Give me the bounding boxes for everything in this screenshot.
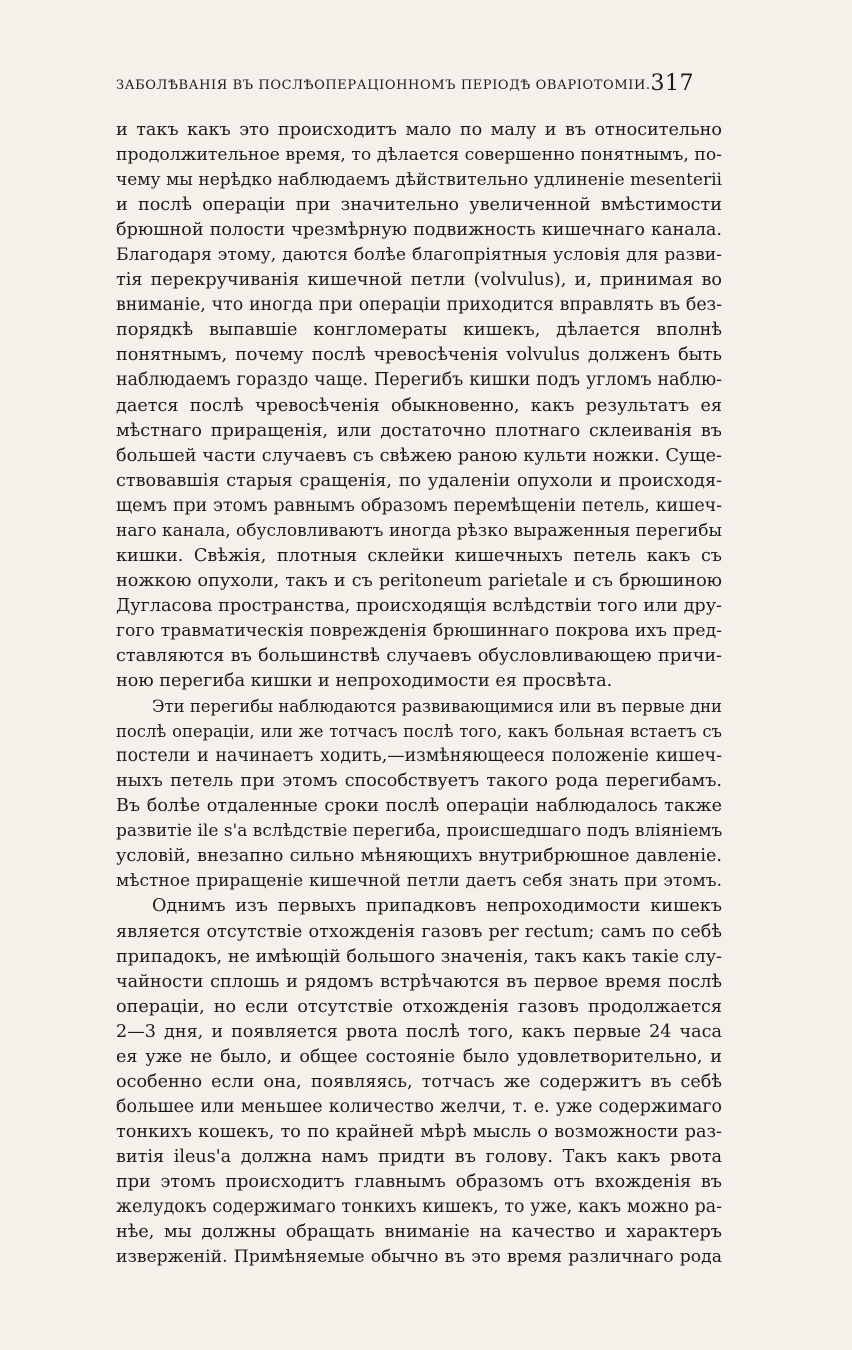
text-line: чему мы нерѣдко наблюдаемъ дѣйствительно удлиненіе mesenterii xyxy=(116,170,722,191)
text-line: тонкихъ кошекъ, то по крайней мѣрѣ мысль о возможности раз- xyxy=(116,1121,722,1142)
text-line: ея уже не было, и общее состояніе было удовлетворительно, и xyxy=(116,1046,722,1067)
text-line: вниманіе, что иногда при операціи приходится вправлять въ без- xyxy=(116,295,722,316)
paragraph-end-line: мѣстное приращеніе кишечной петли даетъ себя знать при этомъ. xyxy=(116,871,722,892)
text-line: послѣ операціи, или же тотчасъ послѣ того, какъ больная встаетъ съ xyxy=(116,722,722,742)
text-line: щемъ при этомъ равнымъ образомъ перемѣщеніи петель, кишеч- xyxy=(116,495,722,516)
text-line: кишки. Свѣжія, плотныя склейки кишечныхъ петель какъ съ xyxy=(116,545,722,566)
running-head xyxy=(116,71,722,101)
text-line: большее или меньшее количество желчи, т. е. уже содержимаго xyxy=(116,1096,722,1117)
text-line: при этомъ происходитъ главнымъ образомъ отъ вхожденія въ xyxy=(116,1171,722,1192)
text-line: изверженій. Примѣняемые обычно въ это время различнаго рода xyxy=(116,1247,722,1268)
text-line: витія ileus'а должна намъ придти въ голову. Такъ какъ рвота xyxy=(116,1146,722,1167)
text-line: особенно если она, появляясь, тотчасъ же содержитъ въ себѣ xyxy=(116,1071,722,1092)
body-text xyxy=(116,118,722,1270)
text-line: продолжительное время, то дѣлается совершенно понятнымъ, по- xyxy=(116,145,722,166)
page-number: 317 xyxy=(650,71,694,96)
text-line: развитіе ile s'а вслѣдствіе перегиба, происшедшаго подъ вліяніемъ xyxy=(116,821,723,842)
text-line: постели и начинаетъ ходить,—измѣняющееся положеніе кишеч- xyxy=(116,746,722,767)
text-line: припадокъ, не имѣющій большого значенія, такъ какъ такіе слу- xyxy=(116,946,722,967)
text-line: ножкою опухоли, такъ и съ peritoneum parietale и съ брюшиною xyxy=(116,570,722,591)
text-line: и такъ какъ это происходитъ мало по малу и въ относительно xyxy=(116,120,722,140)
text-line: порядкѣ выпавшіе конгломераты кишекъ, дѣлается вполнѣ xyxy=(116,320,722,341)
text-line: условій, внезапно сильно мѣняющихъ внутрибрюшное давленіе. xyxy=(116,846,722,867)
text-line: 2—3 дня, и появляется рвота послѣ того, какъ первые 24 часа xyxy=(116,1021,722,1042)
text-line: понятнымъ, почему послѣ чревосѣченія volvulus долженъ быть xyxy=(116,345,722,366)
text-line: операціи, но если отсутствіе отхожденія газовъ продолжается xyxy=(116,996,722,1017)
text-line: брюшной полости чрезмѣрную подвижность кишечнаго канала. xyxy=(116,220,722,241)
paragraph-start-line: Однимъ изъ первыхъ припадковъ непроходимости кишекъ xyxy=(152,896,722,917)
text-line: большей части случаевъ съ свѣжею раною культи ножки. Суще- xyxy=(116,445,722,466)
text-line: гого травматическія поврежденія брюшиннаго покрова ихъ пред- xyxy=(116,620,722,641)
text-line: ставляются въ большинствѣ случаевъ обусловливающею причи- xyxy=(116,645,722,666)
text-line: дается послѣ чревосѣченія обыкновенно, какъ результатъ ея xyxy=(116,395,722,416)
text-line: ныхъ петель при этомъ способствуетъ такого рода перегибамъ. xyxy=(116,771,722,792)
text-line: Въ болѣе отдаленные сроки послѣ операціи наблюдалось также xyxy=(116,796,722,817)
text-line: ствовавшія старыя сращенія, по удаленіи опухоли и происходя- xyxy=(116,470,722,491)
text-line: и послѣ операціи при значительно увеличенной вмѣстимости xyxy=(116,195,722,216)
text-line: наго канала, обусловливаютъ иногда рѣзко выраженныя перегибы xyxy=(116,520,722,541)
text-line: Дугласова пространства, происходящія вслѣдствіи того или дру- xyxy=(116,595,722,616)
text-line: Благодаря этому, даются болѣе благопріятныя условія для разви- xyxy=(116,245,722,266)
text-line: чайности сплошь и рядомъ встрѣчаются въ первое время послѣ xyxy=(116,971,722,992)
text-line: нѣе, мы должны обращать вниманіе на качество и характеръ xyxy=(116,1222,722,1243)
text-line: является отсутствіе отхожденія газовъ per rectum; самъ по себѣ xyxy=(116,921,722,942)
running-head-title: ЗАБОЛѢВАНІЯ ВЪ ПОСЛѢОПЕРАЦІОННОМЪ ПЕРІОДѢ ОВАРІОТОМІИ. xyxy=(116,78,651,93)
text-line: тія перекручиванія кишечной петли (volvulus), и, принимая во xyxy=(116,270,722,291)
paragraph-start-line: Эти перегибы наблюдаются развивающимися или въ первые дни xyxy=(152,697,722,717)
text-line: желудокъ содержимаго тонкихъ кишекъ, то уже, какъ можно ра- xyxy=(116,1197,722,1218)
text-line: мѣстнаго приращенія, или достаточно плотнаго склеиванія въ xyxy=(116,420,722,441)
paragraph-end-line: ною перегиба кишки и непроходимости ея просвѣта. xyxy=(116,671,613,692)
text-line: наблюдаемъ гораздо чаще. Перегибъ кишки подъ угломъ наблю- xyxy=(116,370,722,391)
